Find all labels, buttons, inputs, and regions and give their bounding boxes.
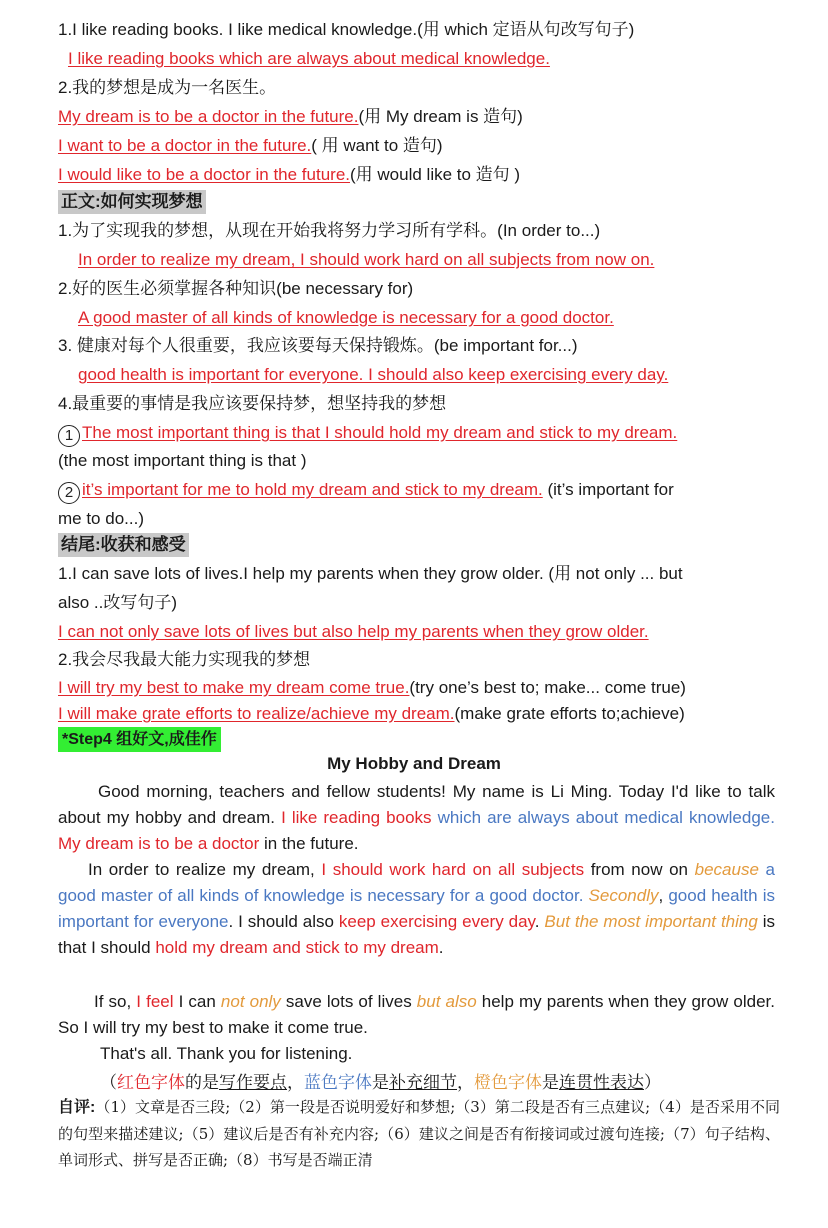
b4-hint-2b: me to do...) <box>58 509 144 528</box>
p2-orange-3: But the most important thing <box>544 912 758 931</box>
b3-answer: good health is important for everyone. I should also keep exercising every day. <box>78 365 669 384</box>
legend-t3: 是 <box>372 1073 389 1093</box>
legend-open: （ <box>100 1073 117 1093</box>
q1-prompt: 1.I like reading books. I like medical knowledge.(用 which 定语从句改写句子) <box>58 20 635 39</box>
e2-answer-1 <box>58 677 686 699</box>
q1-answer: I like reading books which are always about medical knowledge. <box>68 49 550 68</box>
p2-blue-2: good health is important for everyone <box>58 886 775 931</box>
q2-a2-text: I want to be a doctor in the future. <box>58 136 312 155</box>
legend-red: 红色字体 <box>117 1073 185 1093</box>
p2-red-1: I should work hard on all subjects <box>321 860 585 879</box>
e2-answer-2 <box>58 703 685 725</box>
legend-close: ） <box>644 1073 661 1093</box>
p1-red-2: My dream is to be a doctor <box>58 834 260 853</box>
b4-hint-1: (the most important thing is that ) <box>58 451 307 470</box>
p1-blue-1: which are always about medical knowledge. <box>431 808 775 827</box>
e2-a1-hint: (try one’s best to; make... come true) <box>409 678 686 697</box>
self-evaluation <box>58 1094 780 1173</box>
b4-answer-2 <box>58 479 674 504</box>
b4-answer-1 <box>58 422 677 447</box>
color-legend <box>100 1068 661 1093</box>
e2-a1-text: I will try my best to make my dream come true. <box>58 678 410 697</box>
q2-a2-hint: ( 用 want to 造句) <box>311 136 443 155</box>
legend-orange: 橙色字体 <box>474 1073 542 1093</box>
p3-text-2: I can <box>173 992 221 1011</box>
p3-red-1: I feel <box>136 992 174 1011</box>
q2-a1-hint: (用 My dream is 造句) <box>358 107 523 126</box>
e2-a2-hint: (make grate efforts to;achieve) <box>454 704 685 723</box>
self-evaluation-label: 自评: <box>58 1099 96 1116</box>
circled-number-2: 2 <box>58 482 80 504</box>
b4-answer-1-text: The most important thing is that I should hold my dream and stick to my dream. <box>82 423 678 442</box>
essay-paragraph-1 <box>58 779 775 857</box>
legend-t4: ， <box>457 1073 474 1093</box>
q2-a1-text: My dream is to be a doctor in the future. <box>58 107 359 126</box>
q2-answer-2 <box>58 135 443 157</box>
essay-paragraph-2 <box>58 857 775 961</box>
p2-text-5: . <box>534 912 545 931</box>
legend-writing-points: 写作要点 <box>219 1073 287 1093</box>
e2-a2-text: I will make grate efforts to realize/achieve my dream. <box>58 704 455 723</box>
e1-prompt-b: also ..改写句子) <box>58 593 178 612</box>
legend-coherence: 连贯性表达 <box>559 1073 644 1093</box>
p2-text-2: from now on <box>584 860 695 879</box>
p2-text-1: In order to realize my dream, <box>88 860 322 879</box>
end-section-header: 结尾:收获和感受 <box>58 533 189 557</box>
b3-prompt: 3. 健康对每个人很重要，我应该要每天保持锻炼。(be important for...) <box>58 336 578 355</box>
b4-prompt: 4.最重要的事情是我应该要保持梦，想坚持我的梦想 <box>58 394 447 413</box>
b4-hint-2a: (it’s important for <box>542 480 674 499</box>
b1-answer: In order to realize my dream, I should work hard on all subjects from now on. <box>78 250 655 269</box>
p3-orange-2: but also <box>416 992 477 1011</box>
essay-title: My Hobby and Dream <box>327 754 501 773</box>
p3-text-3: save lots of lives <box>280 992 417 1011</box>
p1-red-1: I like reading books <box>281 808 432 827</box>
b2-prompt: 2.好的医生必须掌握各种知识(be necessary for) <box>58 279 414 298</box>
p2-orange-1: because <box>694 860 759 879</box>
p2-text-3: , <box>658 886 669 905</box>
q2-answer-3 <box>58 164 520 186</box>
self-evaluation-text: （1）文章是否三段;（2）第一段是否说明爱好和梦想;（3）第二段是否有三点建议;（4）是否采用不同的句型来描述建议;（5）建议后是否有补充内容;（6）建议之间是否有衔接词或过渡句连接;（7）句子结构、单词形式、拼写是否正确;（8）书写是否端正清 <box>58 1098 780 1169</box>
q2-a3-hint: (用 would like to 造句 ) <box>350 165 521 184</box>
essay-paragraph-4: That's all. Thank you for listening. <box>100 1044 353 1063</box>
b4-answer-2-text: it’s important for me to hold my dream and stick to my dream. <box>82 480 543 499</box>
b2-answer: A good master of all kinds of knowledge is necessary for a good doctor. <box>78 308 614 327</box>
b1-prompt: 1.为了实现我的梦想，从现在开始我将努力学习所有学科。(In order to...) <box>58 221 601 240</box>
step4-header: *Step4 组好文,成佳作 <box>58 727 221 752</box>
legend-details: 补充细节 <box>389 1073 457 1093</box>
p2-red-3: hold my dream and stick to my dream <box>155 938 439 957</box>
essay-paragraph-3 <box>58 989 775 1041</box>
p2-blue-1: a good master of all kinds of knowledge is necessary for a good doctor. <box>58 860 775 905</box>
body-section-header: 正文:如何实现梦想 <box>58 190 206 214</box>
q2-a3-text: I would like to be a doctor in the future. <box>58 165 351 184</box>
p2-text-7: . <box>438 938 444 957</box>
p2-text-4: . I should also <box>228 912 339 931</box>
p3-text-4: help my parents when they grow older. So I will try my best to make it come true. <box>58 992 775 1037</box>
p2-red-2: keep exercising every day <box>338 912 535 931</box>
p3-orange-1: not only <box>220 992 281 1011</box>
e2-prompt: 2.我会尽我最大能力实现我的梦想 <box>58 650 311 669</box>
q2-answer-1 <box>58 106 523 128</box>
legend-t5: 是 <box>542 1073 559 1093</box>
p1-text-2: in the future. <box>259 834 359 853</box>
circled-number-1: 1 <box>58 425 80 447</box>
q2-prompt: 2.我的梦想是成为一名医生。 <box>58 78 277 97</box>
legend-blue: 蓝色字体 <box>304 1073 372 1093</box>
e1-prompt-a: 1.I can save lots of lives.I help my parents when they grow older. (用 not only ... but <box>58 564 683 583</box>
p2-text-6: is that I should <box>58 912 776 957</box>
p1-text-1: Good morning, teachers and fellow students! My name is Li Ming. Today I'd like to talk about my hobby and dream. <box>58 782 775 827</box>
legend-t1: 的是 <box>185 1073 219 1093</box>
legend-t2: ， <box>287 1073 304 1093</box>
p2-orange-2: Secondly <box>588 886 659 905</box>
e1-answer: I can not only save lots of lives but also help my parents when they grow older. <box>58 622 649 641</box>
p3-text-1: If so, <box>94 992 137 1011</box>
